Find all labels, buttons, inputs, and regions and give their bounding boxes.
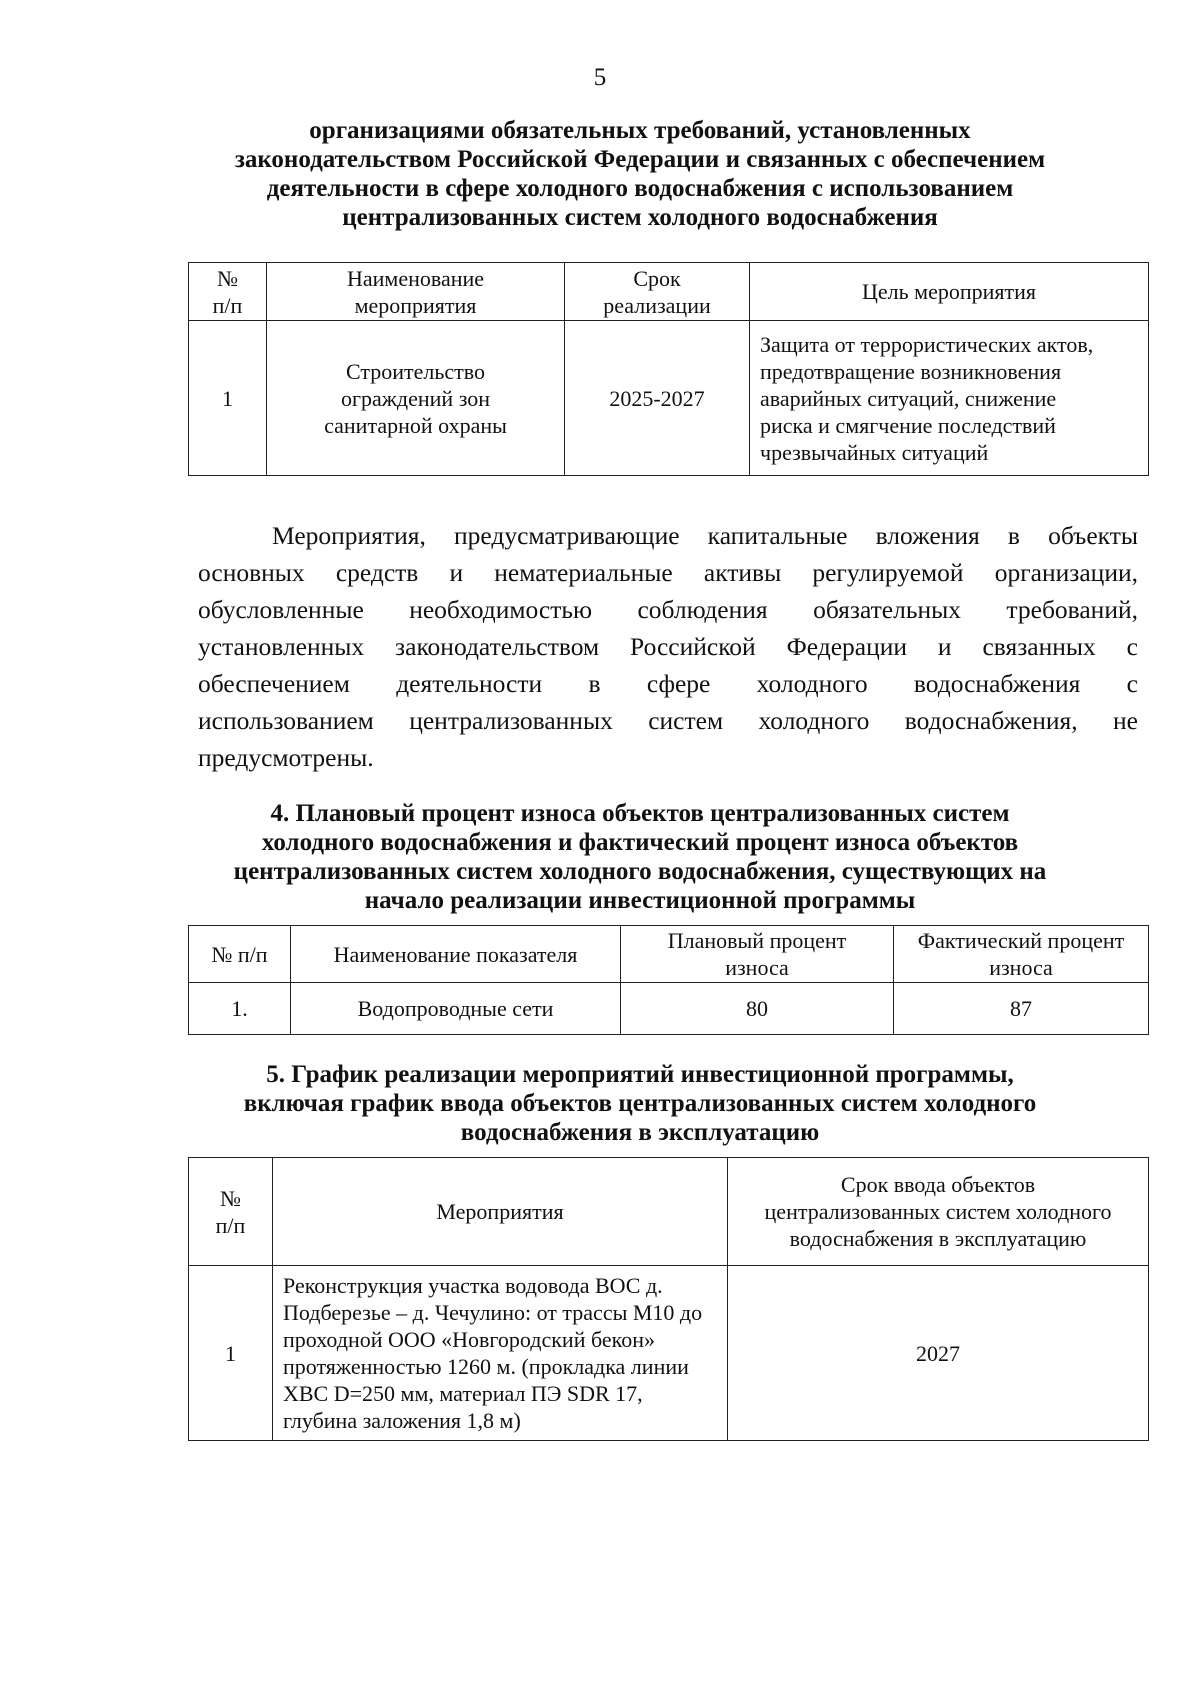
table-header-row (189, 263, 1149, 321)
schedule-table (188, 1157, 1149, 1441)
column-header-name: Наименование мероприятия (267, 263, 565, 321)
table-row (189, 1266, 1149, 1441)
cell-number: 1 (189, 1266, 273, 1441)
column-header-number: № п/п (189, 263, 267, 321)
cell-indicator: Водопроводные сети (291, 983, 621, 1035)
column-header-commissioning-term: Срок ввода объектов централизованных систем холодного водоснабжения в эксплуатацию (728, 1158, 1149, 1266)
heading-line: начало реализации инвестиционной программы (364, 887, 916, 914)
cell-term: 2025-2027 (565, 321, 750, 476)
heading-line: централизованных систем холодного водоснабжения, существующих на (233, 858, 1047, 885)
measures-table (188, 262, 1149, 476)
heading-line: организациями обязательных требований, установленных (309, 117, 971, 144)
column-header-number: № п/п (189, 1158, 273, 1266)
paragraph-line: предусмотрены. (198, 743, 374, 772)
cell-number: 1. (189, 983, 291, 1035)
paragraph-line: установленных законодательством Российской Федерации и связанных с (198, 632, 1138, 661)
cell-commissioning-term: 2027 (728, 1266, 1149, 1441)
column-header-measures: Мероприятия (273, 1158, 728, 1266)
column-header-number: № п/п (189, 926, 291, 983)
section4-heading (190, 799, 1090, 915)
cell-number: 1 (189, 321, 267, 476)
section5-heading (190, 1060, 1090, 1147)
column-header-indicator: Наименование показателя (291, 926, 621, 983)
cell-measure: Реконструкция участка водовода ВОС д. Подберезье – д. Чечулино: от трассы М10 до проходной ООО «Новгородский бекон» протяженностью 1260 м. (прокладка линии ХВС D=250 мм, материал ПЭ SDR 17, глубина заложения 1,8 м) (273, 1266, 728, 1441)
page-number: 5 (593, 64, 607, 91)
heading-line: централизованных систем холодного водоснабжения (342, 204, 938, 231)
table-header-row (189, 1158, 1149, 1266)
cell-name: Строительство ограждений зон санитарной охраны (267, 321, 565, 476)
heading-line: водоснабжения в эксплуатацию (460, 1119, 820, 1146)
cell-planned: 80 (621, 983, 894, 1035)
heading-line: включая график ввода объектов централизованных систем холодного (243, 1090, 1037, 1117)
heading-line: законодательством Российской Федерации и связанных с обеспечением (234, 146, 1046, 173)
column-header-actual: Фактический процент износа (894, 926, 1149, 983)
table-row (189, 983, 1149, 1035)
paragraph-line: основных средств и нематериальные активы регулируемой организации, (198, 558, 1138, 587)
column-header-term: Срок реализации (565, 263, 750, 321)
cell-goal: Защита от террористических актов, предотвращение возникновения аварийных ситуаций, снижение риска и смягчение последствий чрезвычайных ситуаций (750, 321, 1149, 476)
paragraph-line: использованием централизованных систем холодного водоснабжения, не (198, 706, 1138, 735)
section3-heading (190, 116, 1090, 232)
table-row (189, 321, 1149, 476)
paragraph-line: обусловленные необходимостью соблюдения обязательных требований, (198, 595, 1138, 624)
table-header-row (189, 926, 1149, 983)
body-paragraph (198, 517, 1138, 776)
heading-line: холодного водоснабжения и фактический процент износа объектов (261, 829, 1019, 856)
wear-percentage-table (188, 925, 1149, 1035)
heading-line: деятельности в сфере холодного водоснабжения с использованием (266, 175, 1014, 202)
paragraph-line: обеспечением деятельности в сфере холодного водоснабжения с (198, 669, 1138, 698)
paragraph-line: Мероприятия, предусматривающие капитальные вложения в объекты (272, 521, 1138, 550)
column-header-goal: Цель мероприятия (750, 263, 1149, 321)
heading-line: 4. Плановый процент износа объектов централизованных систем (270, 800, 1010, 827)
column-header-planned: Плановый процент износа (621, 926, 894, 983)
heading-line: 5. График реализации мероприятий инвестиционной программы, (266, 1061, 1014, 1088)
cell-actual: 87 (894, 983, 1149, 1035)
